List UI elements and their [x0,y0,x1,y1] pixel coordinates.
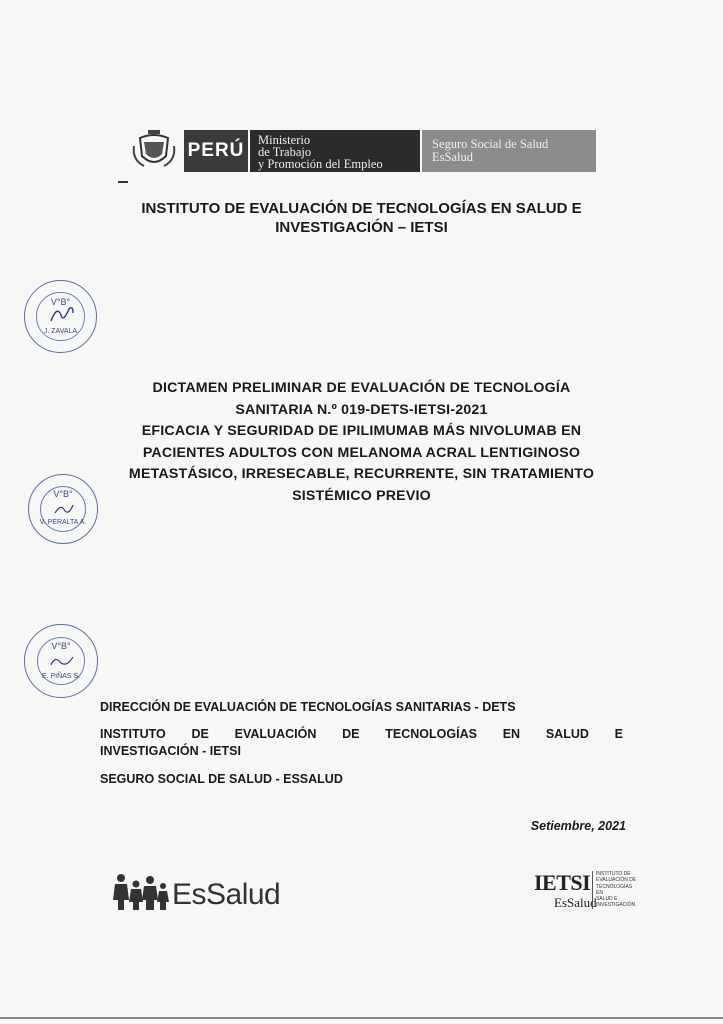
essalud-logo [112,868,302,918]
dictamen-line: SISTÉMICO PREVIO [292,487,431,504]
ietsi-desc-line: INSTITUTO DE [596,871,631,877]
stamp-name: E. PIÑAS S. [41,673,81,680]
ietsi-desc-line: INVESTIGACIÓN [596,902,636,909]
stamp-vb: V°B° [53,489,73,499]
signature-icon [47,303,77,325]
ministerio-line: y Promoción del Empleo [258,157,383,171]
dictamen-line: SANITARIA N.º 019-DETS-IETSI-2021 [235,401,488,418]
ietsi-sub-wordmark: EsSalud [554,895,597,910]
dictamen-line: EFICACIA Y SEGURIDAD DE IPILIMUMAB MÁS NIVOLUMAB EN [141,423,582,439]
ietsi-logo [534,868,637,916]
dictamen-line: PACIENTES ADULTOS CON MELANOMA ACRAL LENTIGINOSO [142,444,581,461]
peru-label: PERÚ [184,130,248,172]
institute-title [100,199,623,237]
ietsi-desc-line: TECNOLOGÍAS EN [596,883,633,896]
dictamen-line: METASTÁSICO, IRRESECABLE, RECURRENTE, SIN TRATAMIENTO [128,466,595,482]
instituto-line-2: INVESTIGACIÓN - IETSI [100,744,241,758]
ietsi-description [592,871,640,909]
ietsi-desc-line: SALUD E [596,896,618,903]
header-banner [130,128,596,174]
essalud-wordmark: EsSalud [172,878,281,911]
approval-stamp-1 [24,280,97,353]
institute-title-line: INVESTIGACIÓN – IETSI [275,219,448,236]
ministerio-label [250,130,420,172]
instituto-line: INSTITUTO DE EVALUACIÓN DE TECNOLOGÍAS EN SALUD E [100,727,623,741]
peru-coat-of-arms-icon [130,130,178,172]
stamp-vb: V°B° [50,297,71,307]
header-dash [118,181,128,183]
signature-icon [49,651,75,669]
stamp-vb: V°B° [51,641,71,651]
document-date: Setiembre, 2021 [530,819,626,833]
approval-stamp-2 [28,474,98,544]
direccion-line: DIRECCIÓN DE EVALUACIÓN DE TECNOLOGÍAS SANITARIAS - DETS [100,700,516,714]
ietsi-wordmark: IETSI [534,870,591,895]
dictamen-line: DICTAMEN PRELIMINAR DE EVALUACIÓN DE TECNOLOGÍA [152,380,571,396]
family-figures-icon [112,872,170,912]
ministerio-line: de Trabajo [258,145,312,159]
signature-icon [53,501,75,517]
seguro-line: SEGURO SOCIAL DE SALUD - ESSALUD [100,772,343,786]
seguro-line: EsSalud [432,150,473,164]
footer-rule [0,1017,723,1019]
seguro-social-label [422,130,596,172]
dictamen-title [110,378,613,507]
approval-stamp-3 [24,624,98,698]
stamp-name: J. ZAVALA [43,328,78,335]
seguro-line: Seguro Social de Salud [432,137,549,151]
stamp-name: V. PERALTA A. [39,519,87,526]
institute-title-line: INSTITUTO DE EVALUACIÓN DE TECNOLOGÍAS EN SALUD E [141,200,582,217]
ietsi-desc-line: EVALUACIÓN DE [596,877,637,884]
ministerio-line: Ministerio [258,133,311,147]
